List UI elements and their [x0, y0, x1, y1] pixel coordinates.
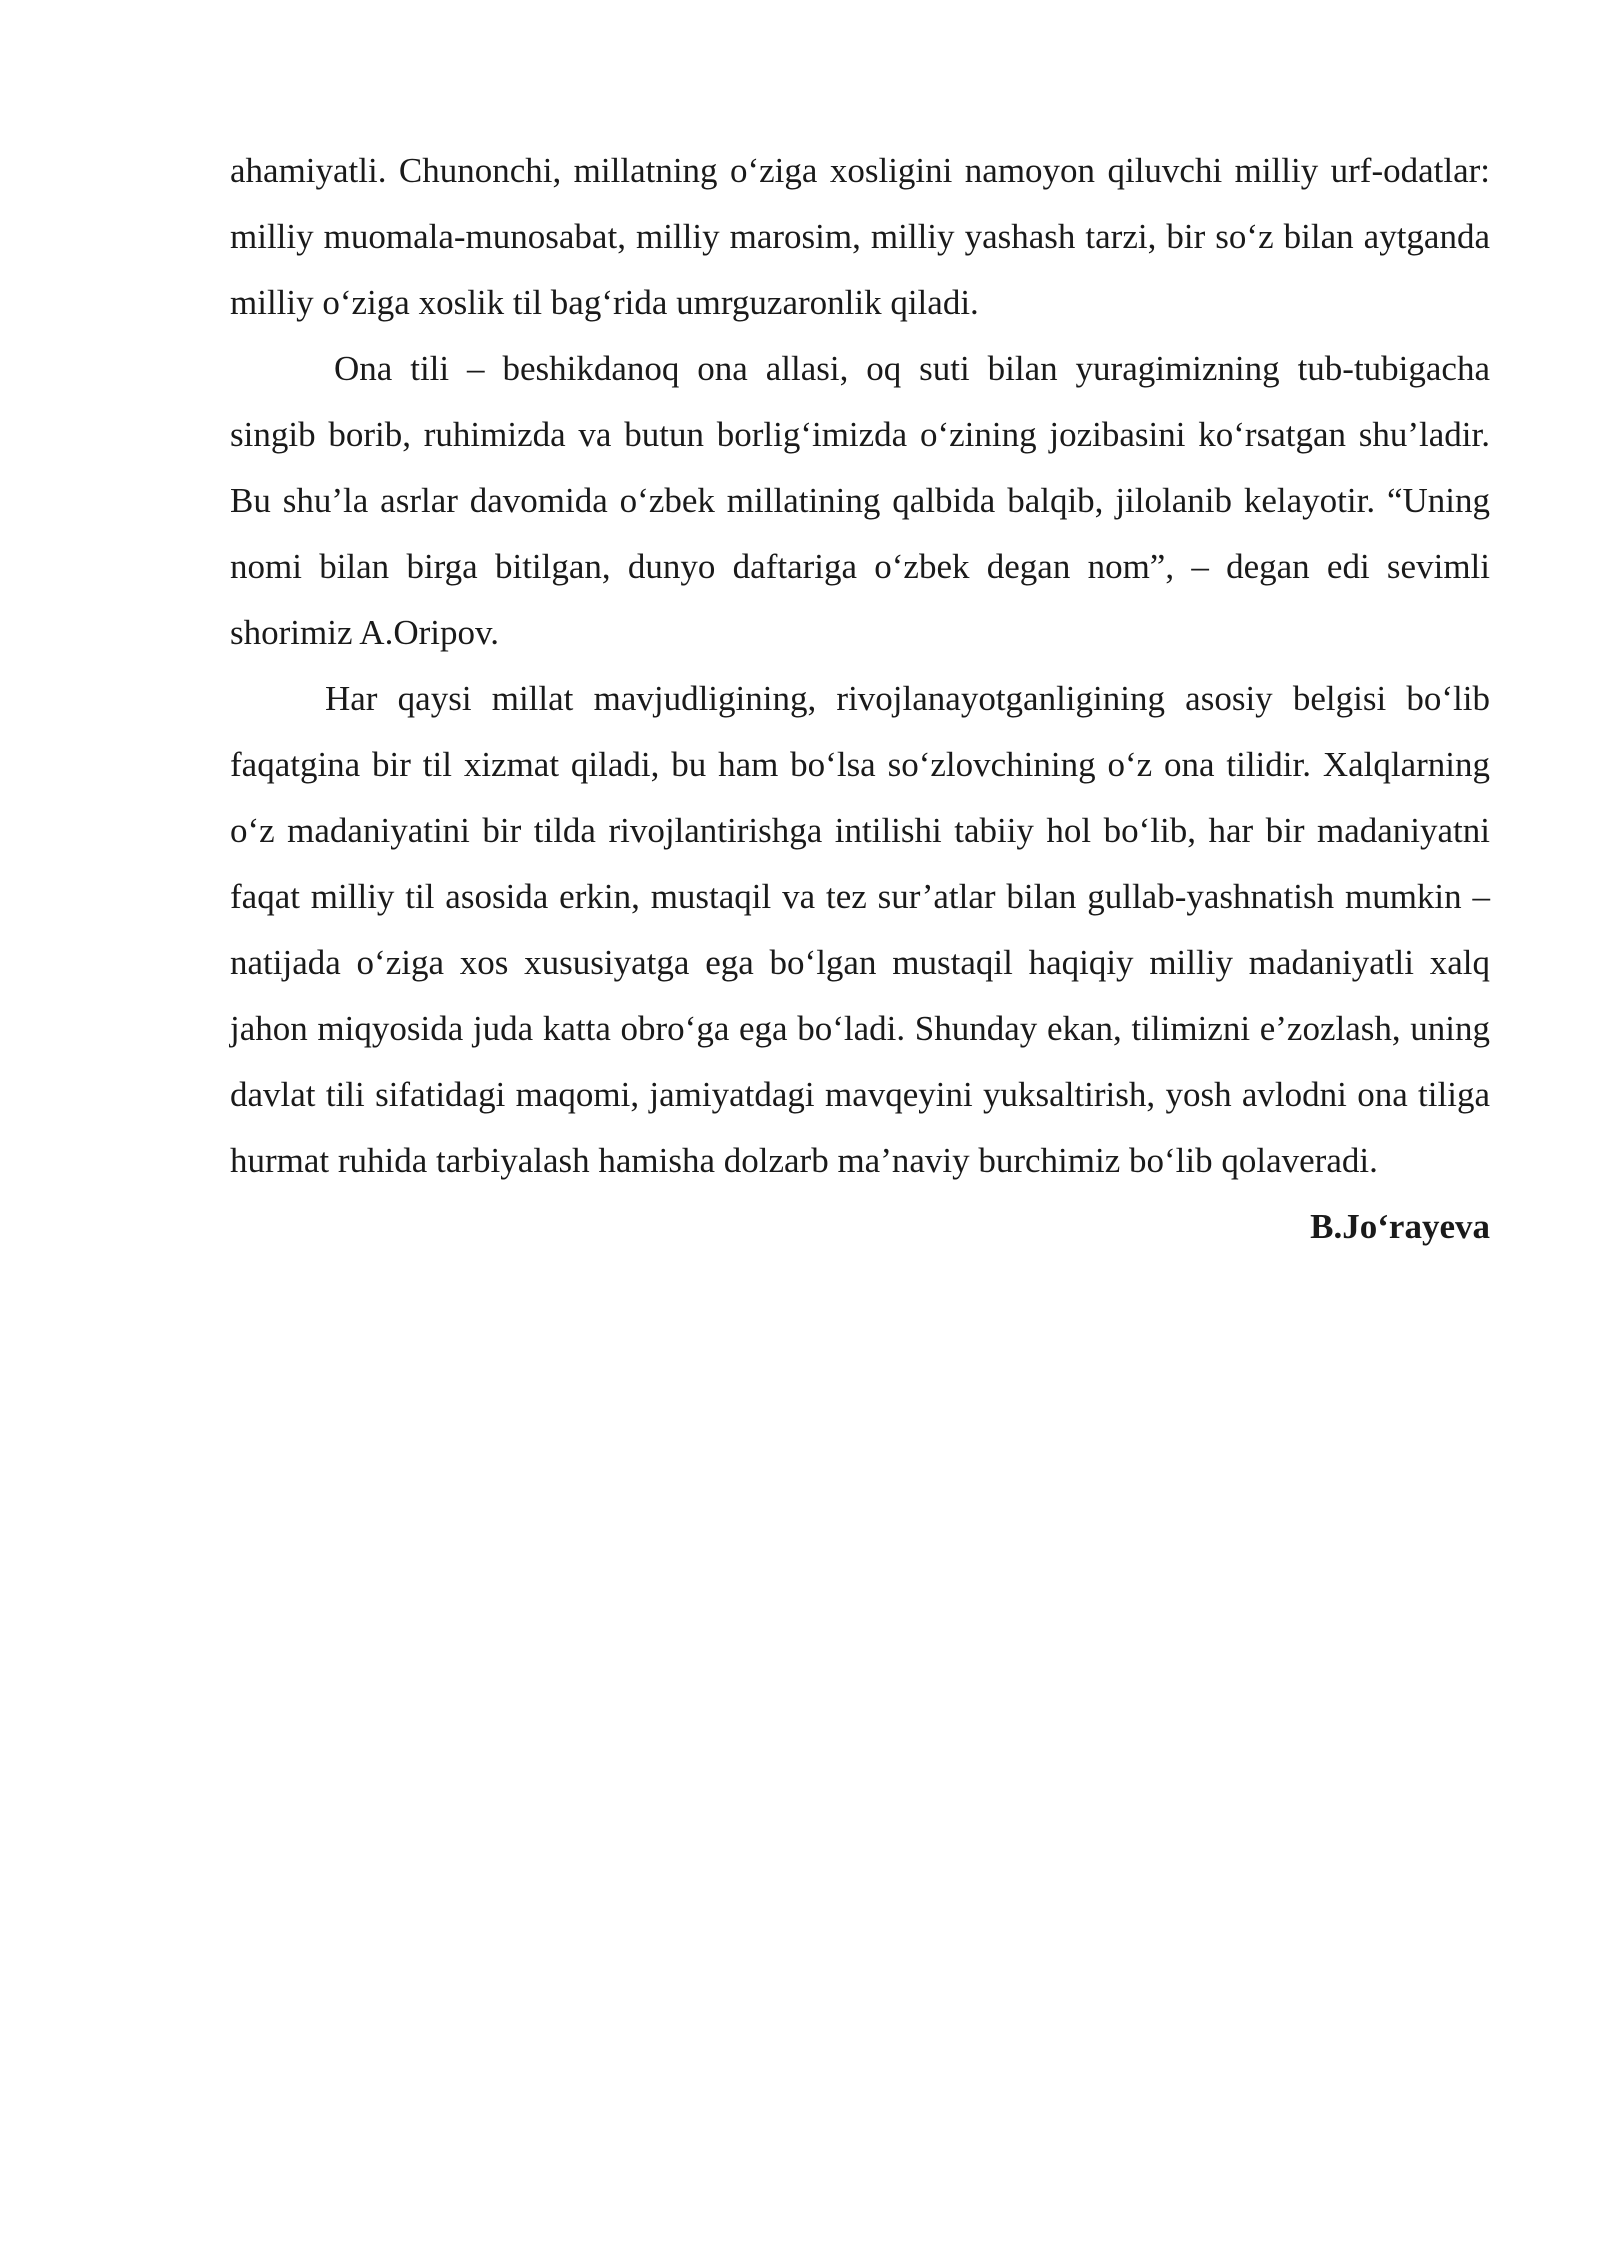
paragraph-har-qaysi-millat: Har qaysi millat mavjudligining, rivojlanayotganligining asosiy belgisi bo‘lib faqatgina bir til xizmat qiladi, bu ham bo‘lsa so‘zlovchining o‘z ona tilidir. Xalqlarning o‘z madaniyatini bir tilda rivojlantirishga intilishi tabiiy hol bo‘lib, har bir madaniyatni faqat milliy til asosida erkin, mustaqil va tez sur’atlar bilan gullab-yashnatish mumkin – natijada o‘ziga xos xususiyatga ega bo‘lgan mustaqil haqiqiy milliy madaniyatli xalq jahon miqyosida juda katta obro‘ga ega bo‘ladi. Shunday ekan, tilimizni e’zozlash, uning davlat tili sifatidagi maqomi, jamiyatdagi mavqeyini yuksaltirish, yosh avlodni ona tiliga hurmat ruhida tarbiyalash hamisha dolzarb ma’naviy burchimiz bo‘lib qolaveradi.	[230, 679, 1490, 1180]
paragraph-ona-tili: Ona tili – beshikdanoq ona allasi, oq suti bilan yuragimizning tub-tubigacha singib borib, ruhimizda va butun borlig‘imizda o‘zining jozibasini ko‘rsatgan shu’ladir. Bu shu’la asrlar davomida o‘zbek millatining qalbida balqib, jilolanib kelayotir. “Uning nomi bilan birga bitilgan, dunyo daftariga o‘zbek degan nom”, – degan edi sevimli shorimiz A.Oripov.	[230, 349, 1490, 652]
author-signature: B.Jo‘rayeva	[1310, 1207, 1490, 1246]
paragraph-continuation: ahamiyatli. Chunonchi, millatning o‘ziga xosligini namoyon qiluvchi milliy urf-odatlar: milliy muomala-munosabat, milliy marosim, milliy yashash tarzi, bir so‘z bilan aytganda milliy o‘ziga xoslik til bag‘rida umrguzaronlik qiladi.	[230, 151, 1490, 322]
document-body	[230, 138, 1490, 1260]
